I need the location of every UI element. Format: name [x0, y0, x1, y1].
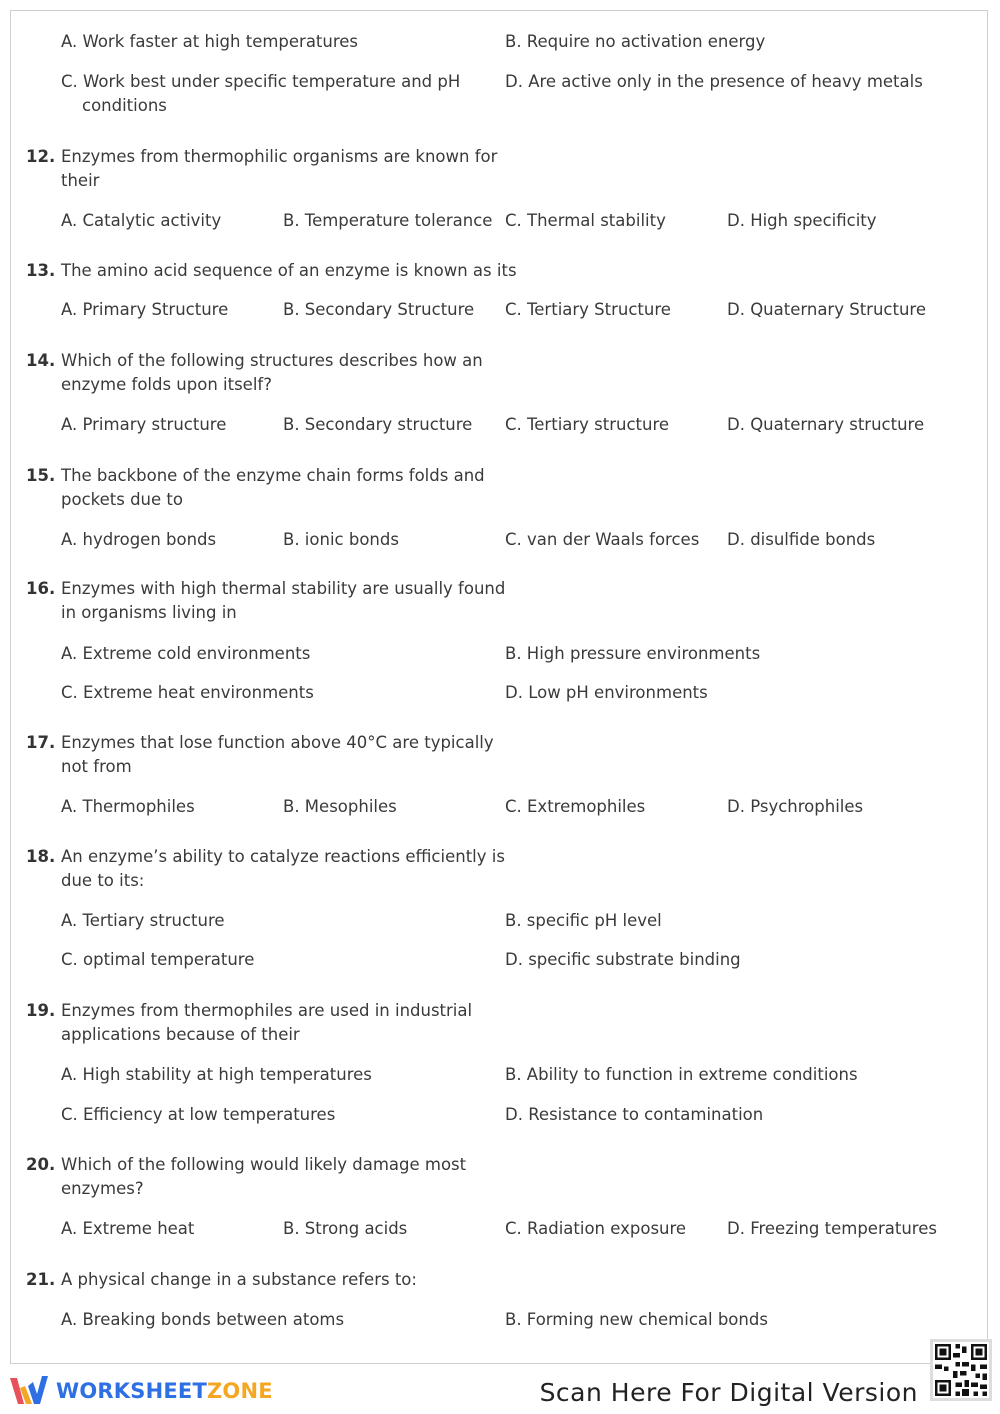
- option-b: B. Require no activation energy: [505, 32, 766, 51]
- logo-text: [56, 1379, 273, 1403]
- option-d: D. Freezing temperatures: [727, 1219, 937, 1238]
- option-b: B. ionic bonds: [283, 530, 399, 549]
- logo-w-icon: [8, 1374, 52, 1408]
- question-text: Which of the following would likely damage most enzymes?: [61, 1155, 467, 1198]
- option-b: B. specific pH level: [505, 911, 662, 930]
- option-a: A. Work faster at high temperatures: [61, 32, 359, 51]
- option-b: B. Forming new chemical bonds: [505, 1310, 768, 1329]
- option-d: D. High specificity: [727, 211, 877, 230]
- option-a: A. Primary structure: [61, 415, 227, 434]
- question-20: [26, 1153, 516, 1201]
- question-number: 18.: [26, 847, 56, 866]
- option-c: C. Thermal stability: [505, 211, 666, 230]
- question-number: 15.: [26, 466, 56, 485]
- question-number: 17.: [26, 733, 56, 752]
- option-a: A. hydrogen bonds: [61, 530, 217, 549]
- question-text: A physical change in a substance refers to:: [61, 1270, 417, 1289]
- question-14: [26, 349, 516, 397]
- option-d: D. Are active only in the presence of heavy metals: [505, 72, 923, 91]
- question-12: [26, 145, 516, 193]
- question-text: Enzymes from thermophiles are used in industrial applications because of their: [61, 1001, 473, 1044]
- qr-code-icon[interactable]: [930, 1339, 992, 1401]
- option-b: B. Secondary structure: [283, 415, 473, 434]
- option-d: D. Psychrophiles: [727, 797, 864, 816]
- option-c: C. Tertiary Structure: [505, 300, 671, 319]
- option-c: C. Efficiency at low temperatures: [61, 1105, 336, 1124]
- option-d: D. disulfide bonds: [727, 530, 876, 549]
- question-number: 19.: [26, 1001, 56, 1020]
- question-number: 12.: [26, 147, 56, 166]
- option-d: D. Low pH environments: [505, 683, 708, 702]
- question-text: An enzyme’s ability to catalyze reactions efficiently is due to its:: [61, 847, 505, 890]
- option-b: B. High pressure environments: [505, 644, 761, 663]
- question-text: The amino acid sequence of an enzyme is known as its: [61, 261, 517, 280]
- question-text: Enzymes with high thermal stability are usually found in organisms living in: [61, 579, 506, 622]
- option-c: C. Extreme heat environments: [61, 683, 314, 702]
- option-c: C. Extremophiles: [505, 797, 646, 816]
- option-c: C. Radiation exposure: [505, 1219, 687, 1238]
- option-a: A. High stability at high temperatures: [61, 1065, 372, 1084]
- option-b: B. Secondary Structure: [283, 300, 475, 319]
- question-number: 21.: [26, 1270, 56, 1289]
- scan-instruction: Scan Here For Digital Version: [539, 1378, 918, 1407]
- option-a: A. Tertiary structure: [61, 911, 225, 930]
- question-text: Which of the following structures describes how an enzyme folds upon itself?: [61, 351, 483, 394]
- option-d: D. Quaternary structure: [727, 415, 925, 434]
- option-d: D. specific substrate binding: [505, 950, 741, 969]
- option-a: A. Extreme cold environments: [61, 644, 311, 663]
- logo-text-worksheet: WORKSHEET: [56, 1379, 207, 1403]
- option-d: D. Resistance to contamination: [505, 1105, 764, 1124]
- option-d: D. Quaternary Structure: [727, 300, 926, 319]
- option-a: A. Catalytic activity: [61, 211, 222, 230]
- question-text: Enzymes that lose function above 40°C are typically not from: [61, 733, 494, 776]
- option-a: A. Extreme heat: [61, 1219, 195, 1238]
- question-number: 13.: [26, 261, 56, 280]
- logo-text-zone: ZONE: [206, 1379, 273, 1403]
- question-13: [26, 259, 546, 283]
- question-number: 20.: [26, 1155, 56, 1174]
- question-number: 14.: [26, 351, 56, 370]
- worksheetzone-logo[interactable]: [8, 1374, 273, 1408]
- option-c: C. Tertiary structure: [505, 415, 670, 434]
- option-b: B. Mesophiles: [283, 797, 397, 816]
- option-b: B. Strong acids: [283, 1219, 408, 1238]
- question-19: [26, 999, 516, 1047]
- page-footer: [0, 1366, 1000, 1414]
- option-b: B. Temperature tolerance: [283, 211, 493, 230]
- option-a: A. Thermophiles: [61, 797, 195, 816]
- option-a: A. Breaking bonds between atoms: [61, 1310, 345, 1329]
- option-a: A. Primary Structure: [61, 300, 229, 319]
- question-21: [26, 1268, 516, 1292]
- option-b: B. Ability to function in extreme conditions: [505, 1065, 858, 1084]
- question-18: [26, 845, 516, 893]
- question-16: [26, 577, 516, 625]
- question-text: The backbone of the enzyme chain forms folds and pockets due to: [61, 466, 485, 509]
- question-text: Enzymes from thermophilic organisms are known for their: [61, 147, 498, 190]
- question-15: [26, 464, 516, 512]
- option-c: C. van der Waals forces: [505, 530, 700, 549]
- question-17: [26, 731, 516, 779]
- option-c: C. optimal temperature: [61, 950, 255, 969]
- question-number: 16.: [26, 579, 56, 598]
- option-c: C. Work best under specific temperature and pH conditions: [61, 72, 461, 115]
